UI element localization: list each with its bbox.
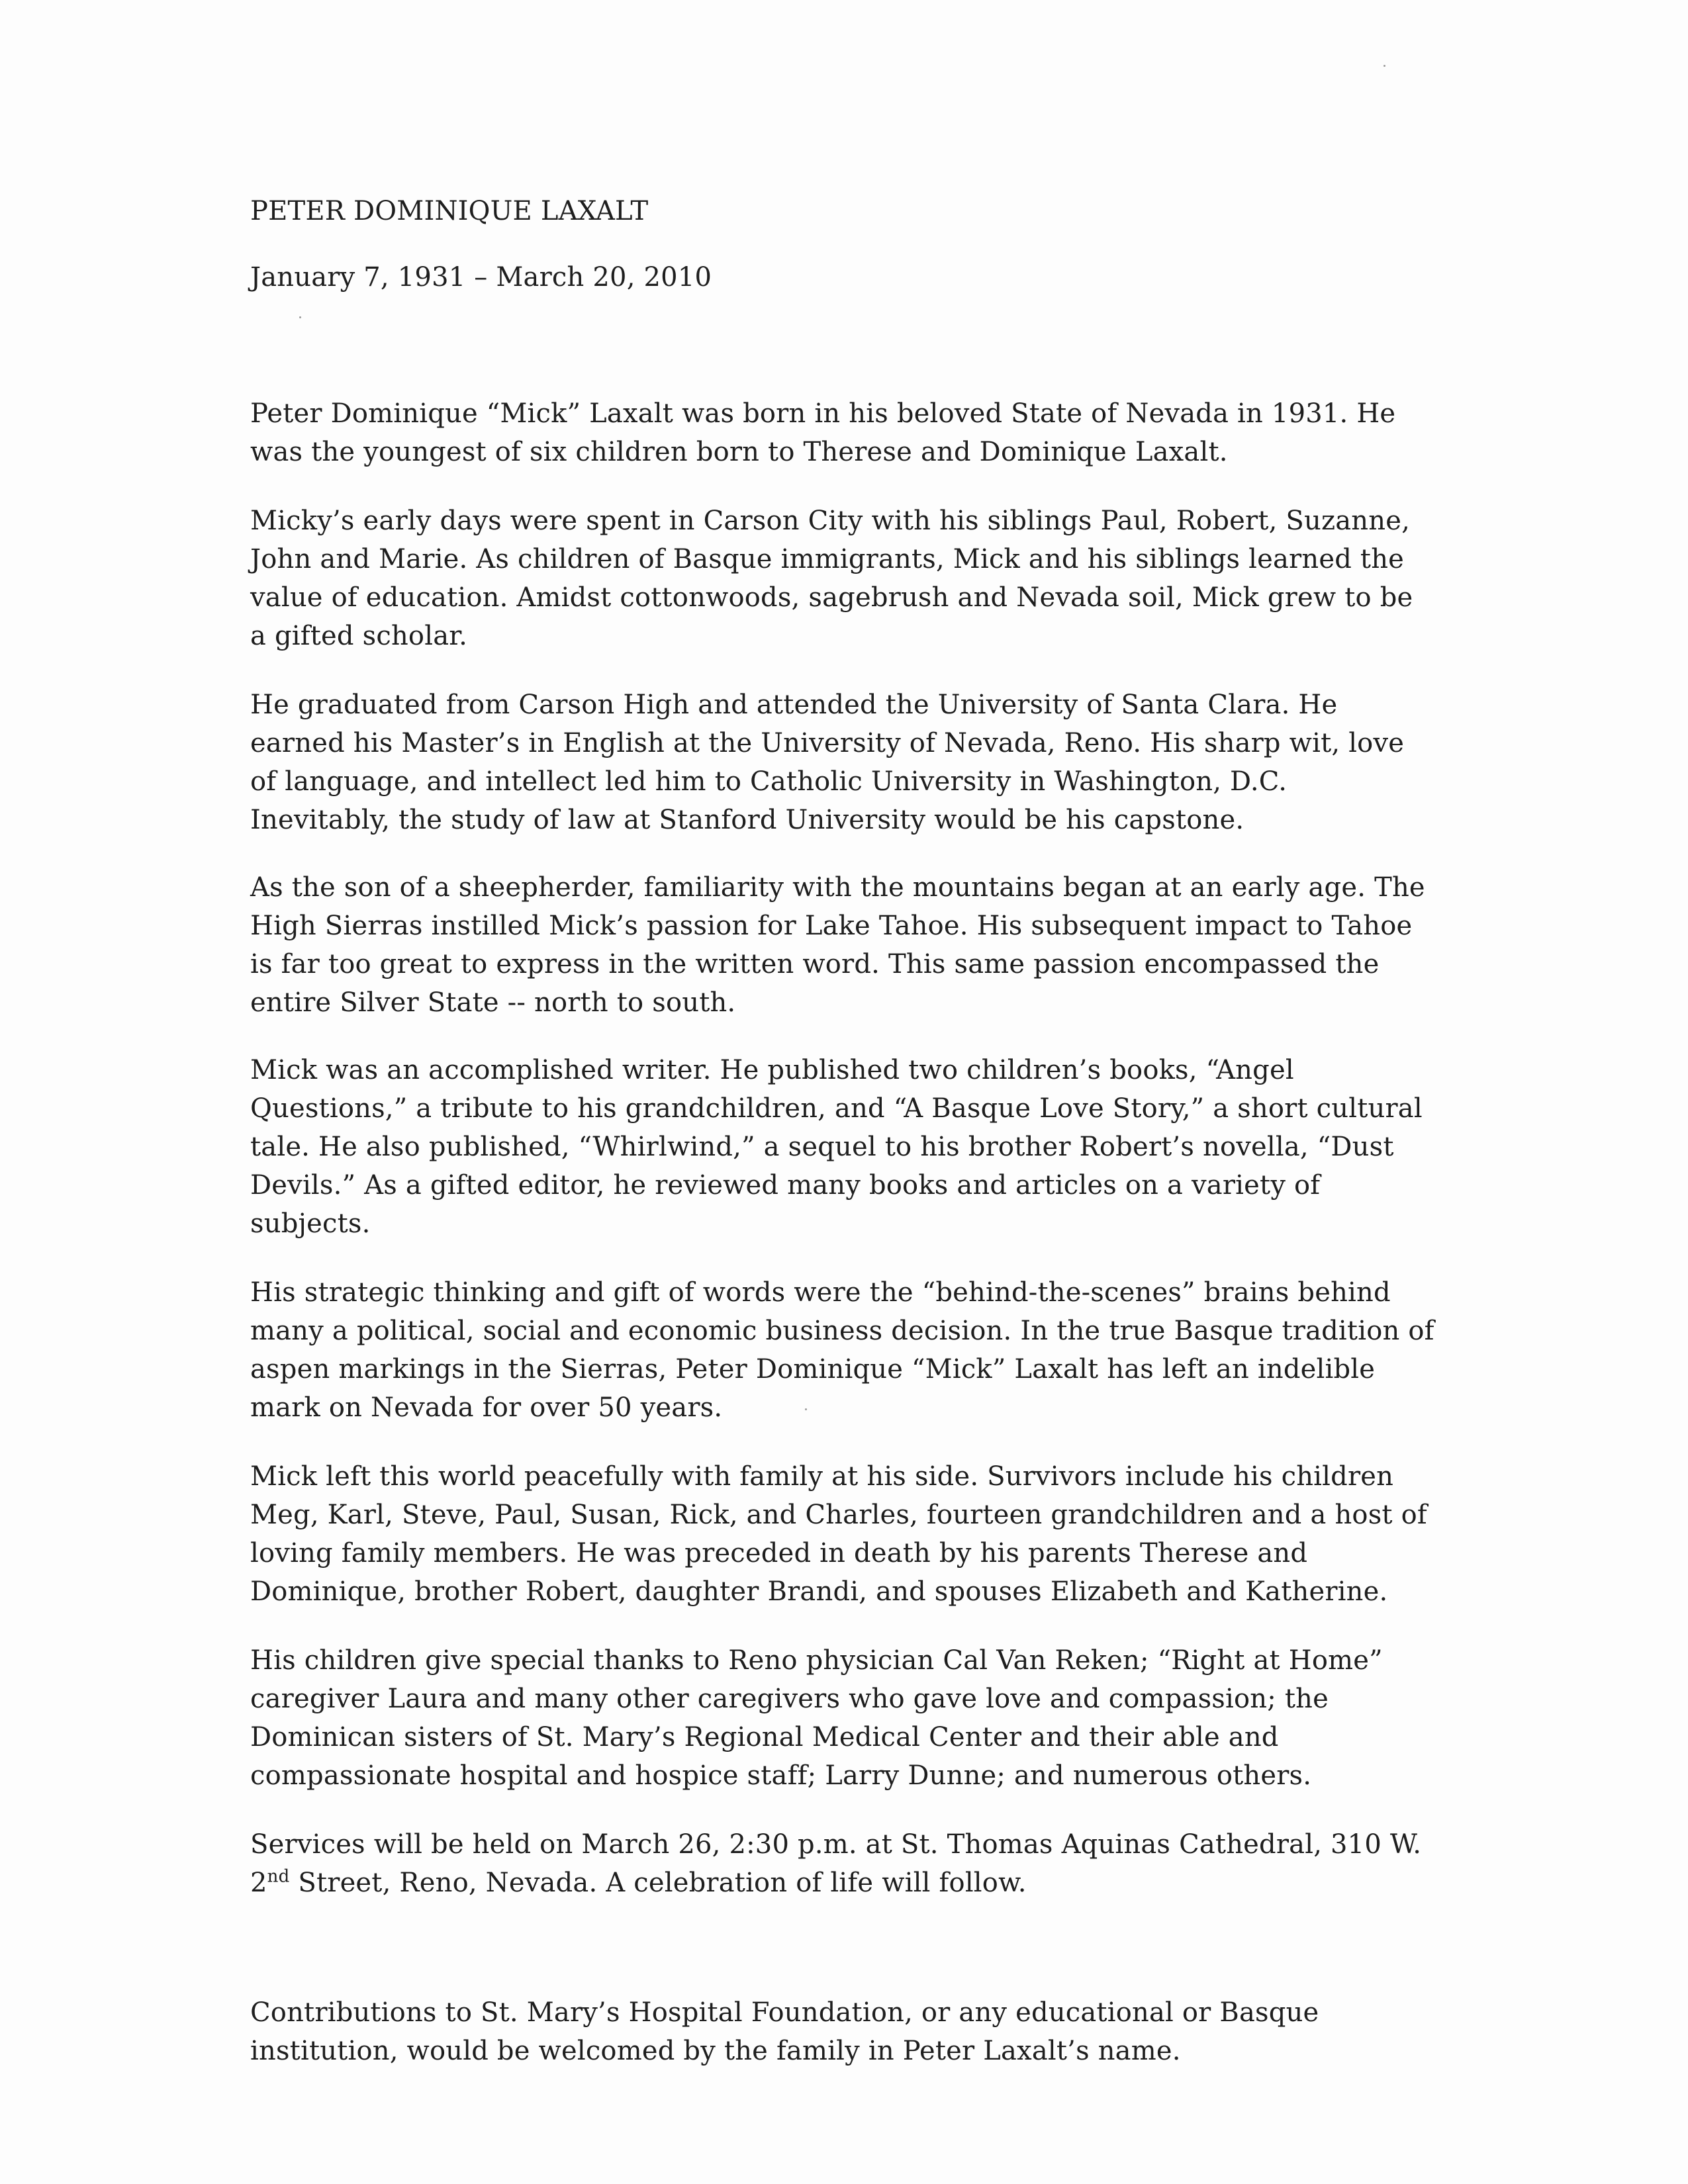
paragraph-tahoe: As the son of a sheepherder, familiarity with the mountains began at an early age. The High Sierras instilled Mick’s passion for Lake Tahoe. His subsequent impact to Tahoe is far too great to express in the written word. This same passion encompassed the entire Silver State -- north to south. [250, 872, 1425, 1018]
paragraph-survivors: Mick left this world peacefully with family at his side. Survivors include his children Meg, Karl, Steve, Paul, Susan, Rick, and Charles, fourteen grandchildren and a host of loving family members. He was preceded in death by his parents Therese and Dominique, brother Robert, daughter Brandi, and spouses Elizabeth and Katherine. [250, 1461, 1427, 1607]
paragraph-education: He graduated from Carson High and attended the University of Santa Clara. He earned his Master’s in English at the University of Nevada, Reno. His sharp wit, love of language, and intellect led him to Catholic University in Washington, D.C. Inevitably, the study of law at Stanford University would be his capstone. [250, 690, 1405, 835]
document-title: PETER DOMINIQUE LAXALT [250, 196, 649, 226]
scan-speck [1383, 65, 1385, 67]
paragraph-strategic-thinking: His strategic thinking and gift of words were the “behind-the-scenes” brains behind many a political, social and economic business decision. In the true Basque tradition of aspen markings in the Sierras, Peter Dominique “Mick” Laxalt has left an indelible mark on Nevada for over 50 years. [250, 1277, 1434, 1423]
paragraph-contributions: Contributions to St. Mary’s Hospital Foundation, or any educational or Basque institution, would be welcomed by the family in Peter Laxalt’s name. [250, 1997, 1319, 2066]
paragraph-thanks: His children give special thanks to Reno physician Cal Van Reken; “Right at Home” caregiver Laura and many other caregivers who gave love and compassion; the Dominican sisters of St. Mary’s Regional Medical Center and their able and compassionate hospital and hospice staff; Larry Dunne; and numerous others. [250, 1645, 1383, 1791]
paragraph-writer: Mick was an accomplished writer. He published two children’s books, “Angel Questions,” a tribute to his grandchildren, and “A Basque Love Story,” a short cultural tale. He also published, “Whirlwind,” a sequel to his brother Robert’s novella, “Dust Devils.” As a gifted editor, he reviewed many books and articles on a variety of subjects. [250, 1055, 1423, 1239]
paragraph-services [250, 1825, 1435, 1902]
scan-speck [299, 316, 301, 318]
scan-speck [805, 1408, 807, 1410]
services-superscript: nd [267, 1866, 290, 1887]
paragraph-birth: Peter Dominique “Mick” Laxalt was born in his beloved State of Nevada in 1931. He was the youngest of six children born to Therese and Dominique Laxalt. [250, 398, 1396, 467]
services-text-before: Services will be held on March 26, 2:30 p.m. at St. Thomas Aquinas Cathedral, 310 W. 2 [250, 1829, 1422, 1898]
paragraph-early-days: Micky’s early days were spent in Carson City with his siblings Paul, Robert, Suzanne, John and Marie. As children of Basque immigrants, Mick and his siblings learned the value of education. Amidst cottonwoods, sagebrush and Nevada soil, Mick grew to be a gifted scholar. [250, 506, 1413, 651]
services-text-after: Street, Reno, Nevada. A celebration of life will follow. [289, 1868, 1027, 1898]
life-dates: January 7, 1931 – March 20, 2010 [250, 262, 712, 293]
